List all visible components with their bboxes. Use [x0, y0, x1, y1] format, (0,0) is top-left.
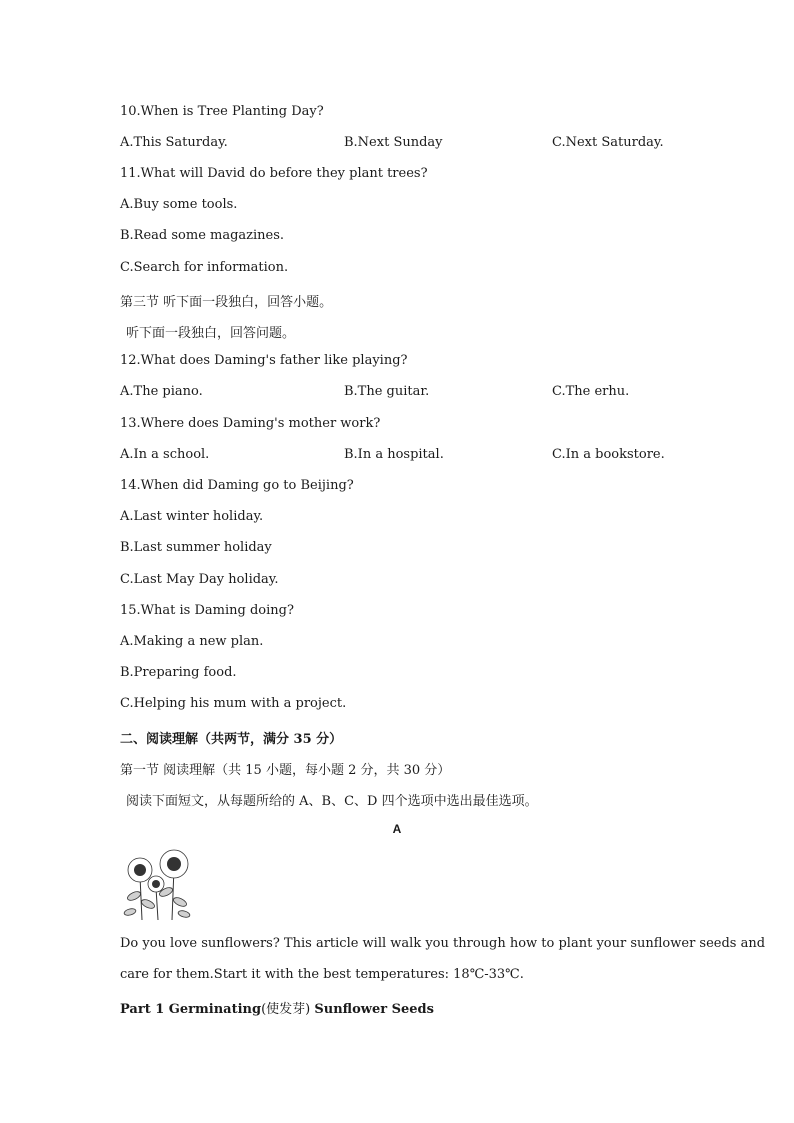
part-1-heading: [120, 998, 434, 1017]
part-1-title-rest: Sunflower Seeds: [314, 1002, 434, 1017]
question-10: 10.When is Tree Planting Day?: [120, 104, 324, 119]
option-b: B.Read some magazines.: [120, 228, 285, 243]
part-1-title: Part 1 Germinating: [120, 1002, 262, 1017]
question-15: 15.What is Daming doing?: [120, 603, 294, 618]
sunflower-image: [118, 848, 198, 922]
part-2-instruction: 阅读下面短文，从每题所给的 A、B、C、D 四个选项中选出最佳选项。: [126, 794, 538, 809]
passage-label: A: [392, 822, 402, 836]
question-12: 12.What does Daming's father like playing?: [120, 353, 408, 368]
option-a: A.Buy some tools.: [120, 197, 238, 212]
option-b: B.Next Sunday: [344, 135, 443, 150]
option-a: A.Last winter holiday.: [120, 509, 264, 524]
question-14: 14.When did Daming go to Beijing?: [120, 478, 354, 493]
part-1-note: (使发芽): [261, 1002, 311, 1017]
option-b: B.In a hospital.: [344, 447, 444, 462]
option-c: C.Helping his mum with a project.: [120, 696, 347, 711]
section-3-title: 第三节 听下面一段独白，回答小题。: [120, 295, 333, 310]
part-2-section-1: 第一节 阅读理解（共 15 小题，每小题 2 分，共 30 分）: [120, 763, 451, 778]
option-a: A.Making a new plan.: [120, 634, 264, 649]
passage-paragraph-line-1: Do you love sunflowers? This article will walk you through how to plant your sunflower seeds and: [120, 936, 766, 951]
question-11: 11.What will David do before they plant trees?: [120, 166, 428, 181]
option-b: B.Last summer holiday: [120, 540, 272, 555]
option-c: C.Last May Day holiday.: [120, 572, 279, 587]
option-a: A.In a school.: [120, 447, 210, 462]
question-13: 13.Where does Daming's mother work?: [120, 416, 381, 431]
option-a: A.The piano.: [120, 384, 203, 399]
part-2-title: 二、阅读理解（共两节，满分 35 分）: [120, 732, 343, 747]
option-a: A.This Saturday.: [120, 135, 228, 150]
option-c: C.The erhu.: [552, 384, 630, 399]
option-c: C.Next Saturday.: [552, 135, 664, 150]
section-3-instruction: 听下面一段独白，回答问题。: [126, 326, 296, 341]
option-b: B.Preparing food.: [120, 665, 237, 680]
option-b: B.The guitar.: [344, 384, 430, 399]
option-c: C.Search for information.: [120, 260, 289, 275]
passage-paragraph-line-2: care for them.Start it with the best temperatures: 18℃-33℃.: [120, 967, 524, 982]
option-c: C.In a bookstore.: [552, 447, 665, 462]
